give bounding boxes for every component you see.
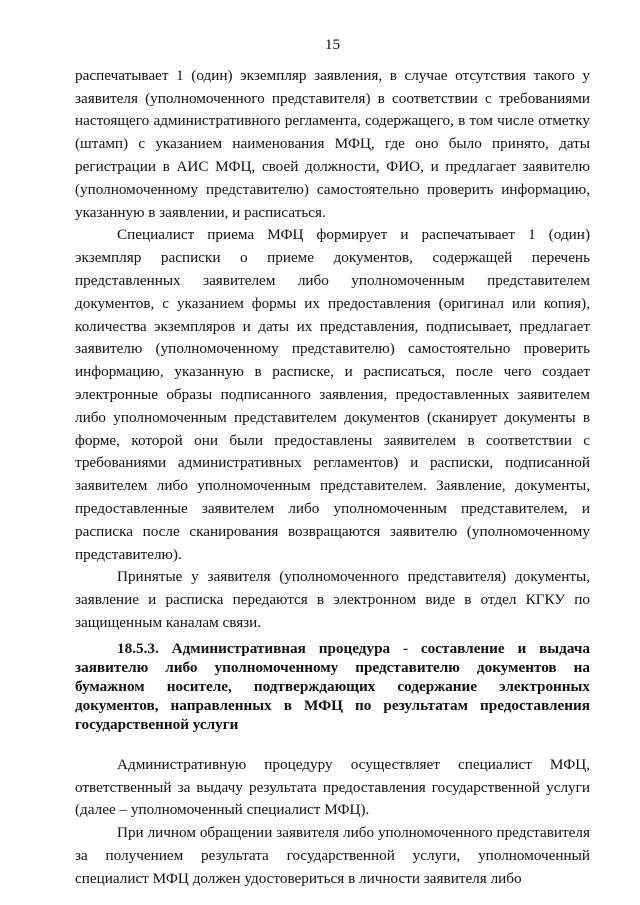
paragraph-4: Административную процедуру осуществляет специалист МФЦ, ответственный за выдачу результата предоставления государственной услуги (далее – уполномоченный специалист МФЦ). xyxy=(75,755,590,819)
spacer xyxy=(75,734,590,754)
paragraph-3: Принятые у заявителя (уполномоченного представителя) документы, заявление и расписка передаются в электронном виде в отдел КГКУ по защищенным каналам связи. xyxy=(75,568,590,631)
paragraph-5: При личном обращении заявителя либо уполномоченного представителя за получением результата государственной услуги, уполномоченный специалист МФЦ должен удостовериться в личности заявителя либо xyxy=(75,824,590,887)
section-heading: 18.5.3. Административная процедура - составление и выдача заявителю либо уполномоченному представителю документов на бумажном носителе, подтверждающих содержание электронных документов, направленных в МФЦ по результатам предоставления государственной услуги xyxy=(75,639,590,733)
paragraph-2: Специалист приема МФЦ формирует и распечатывает 1 (один) экземпляр расписки о приеме документов, содержащей перечень представленных заявителем либо уполномоченным представителем документов, с указанием формы их предоставления (оригинал или копия), количества экземпляров и даты их представления, подписывает, предлагает заявителю (уполномоченному представителю) самостоятельно проверить информацию, указанную в расписке, и расписаться, после чего создает электронные образы подписанного заявления, предоставленных заявителем либо уполномоченным представителем документов (сканирует документы в форме, которой они были предоставлены заявителем в соответствии с требованиями административных регламентов) и расписки, подписанной заявителем либо уполномоченным представителем. Заявление, документы, предоставленные заявителем либо уполномоченным представителем, и расписка после сканирования возвращаются заявителю (уполномоченному представителю). xyxy=(75,226,590,563)
page-number: 15 xyxy=(324,36,341,53)
paragraph-1: распечатывает 1 (один) экземпляр заявления, в случае отсутствия такого у заявителя (уполномоченного представителя) в соответствии с требованиями настоящего административного регламента, содержащего, в том числе отметку (штамп) с указанием наименования МФЦ, где оно было принято, даты регистрации в АИС МФЦ, своей должности, ФИО, и предлагает заявителю (уполномоченному представителю) самостоятельно проверить информацию, указанную в заявлении, и расписаться. xyxy=(75,66,590,221)
